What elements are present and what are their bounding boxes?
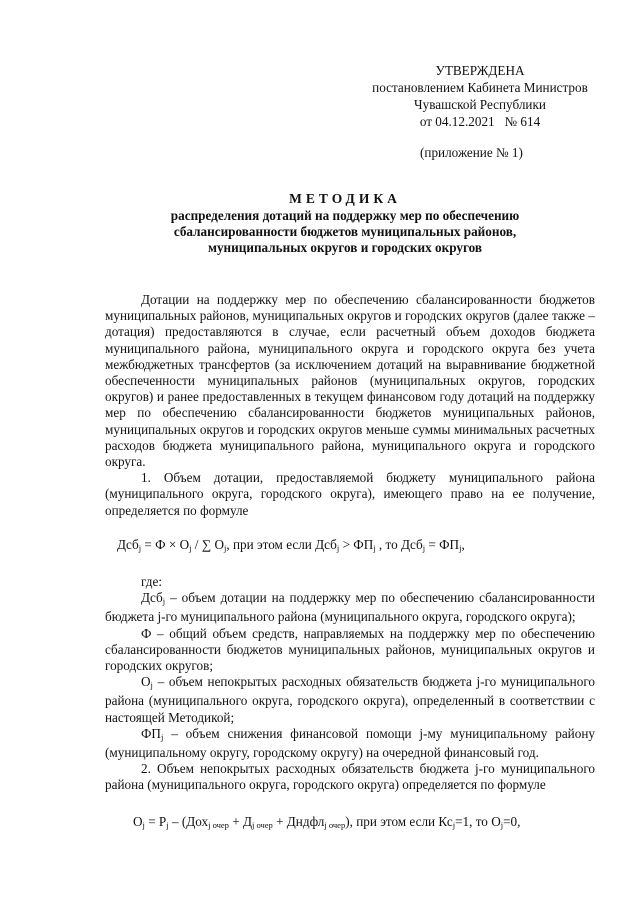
paragraph-2: 2. Объем непокрытых расходных обязательств бюджета j-го муниципального района (муниципального округа, городского округа) определяется по формуле bbox=[105, 761, 595, 793]
approval-line: постановлением Кабинета Министров bbox=[372, 80, 588, 95]
paragraph-1: 1. Объем дотации, предоставляемой бюджету муниципального района (муниципального округа, городского округа), имеющего право на ее получение, определяется по формуле bbox=[105, 470, 595, 518]
where-label: где: bbox=[141, 574, 162, 590]
definition-f: Ф – общий объем средств, направляемых на поддержку мер по обеспечению сбалансированности бюджетов муниципальных районов, муниципальных округов и городских округов; bbox=[105, 625, 595, 674]
title-line: сбалансированности бюджетов муниципальных районов, bbox=[173, 224, 517, 239]
definition-o: $O_j$ – объем непокрытых расходных обязательств бюджета j-го муниципального района (муниципального округа, городского округа), определенный в соответствии с настоящей Методикой; bbox=[105, 674, 595, 725]
document-title bbox=[120, 190, 570, 256]
approval-title: УТВЕРЖДЕНА bbox=[435, 63, 525, 78]
formula-uncovered: $O_j = P_j - (Дох_{j очер} + Д_{j очер}$ + Дндфл$_{j очер}$), при этом если $Кс_j=1$, то $O_j=0$, bbox=[133, 813, 521, 830]
document-body bbox=[105, 292, 595, 833]
approval-line: Чувашской Республики bbox=[414, 97, 546, 112]
approval-stamp bbox=[330, 62, 630, 130]
formula-subsidy: $Дсб_j = Ф \times O_j$ / ∑ $O_j$, при этом если $Дсб_j > ФП_j$ , то $Дсб_j = ФП_j$, bbox=[117, 536, 465, 553]
definition-dsb: Дсб$_j$ – объем дотации на поддержку мер по обеспечению сбалансированности бюджета j-го муниципального района (муниципального округа, городского округа); bbox=[105, 590, 595, 625]
approval-date: от 04.12.2021 № 614 bbox=[419, 114, 541, 129]
title-line: распределения дотаций на поддержку мер по обеспечению bbox=[170, 208, 520, 223]
title-main: МЕТОДИКА bbox=[289, 191, 401, 206]
definition-fp: $ФП_j$ – объем снижения финансовой помощи j-му муниципальному району (муниципальному округу, городскому округу) на очередной финансовый год. bbox=[105, 725, 595, 761]
paragraph-intro: Дотации на поддержку мер по обеспечению сбалансированности бюджетов муниципальных районов, муниципальных округов и городских округов (далее также – дотация) предоставляются в случае, если расчетный объем доходов бюджета муниципального района, муниципального округа и городского округа без учета межбюджетных трансфертов (за исключением дотаций на выравнивание бюджетной обеспеченности муниципальных районов (муниципальных округов, городских округов) и ранее предоставленных в текущем финансовом году дотаций на поддержку мер по обеспечению сбалансированности бюджетов муниципальных районов, муниципальных округов и городских округов меньше суммы минимальных расчетных расходов бюджета муниципального района, муниципального округа и городского округа. bbox=[105, 292, 595, 470]
title-line: муниципальных округов и городских округов bbox=[207, 240, 483, 255]
appendix-label: (приложение № 1) bbox=[420, 145, 523, 160]
